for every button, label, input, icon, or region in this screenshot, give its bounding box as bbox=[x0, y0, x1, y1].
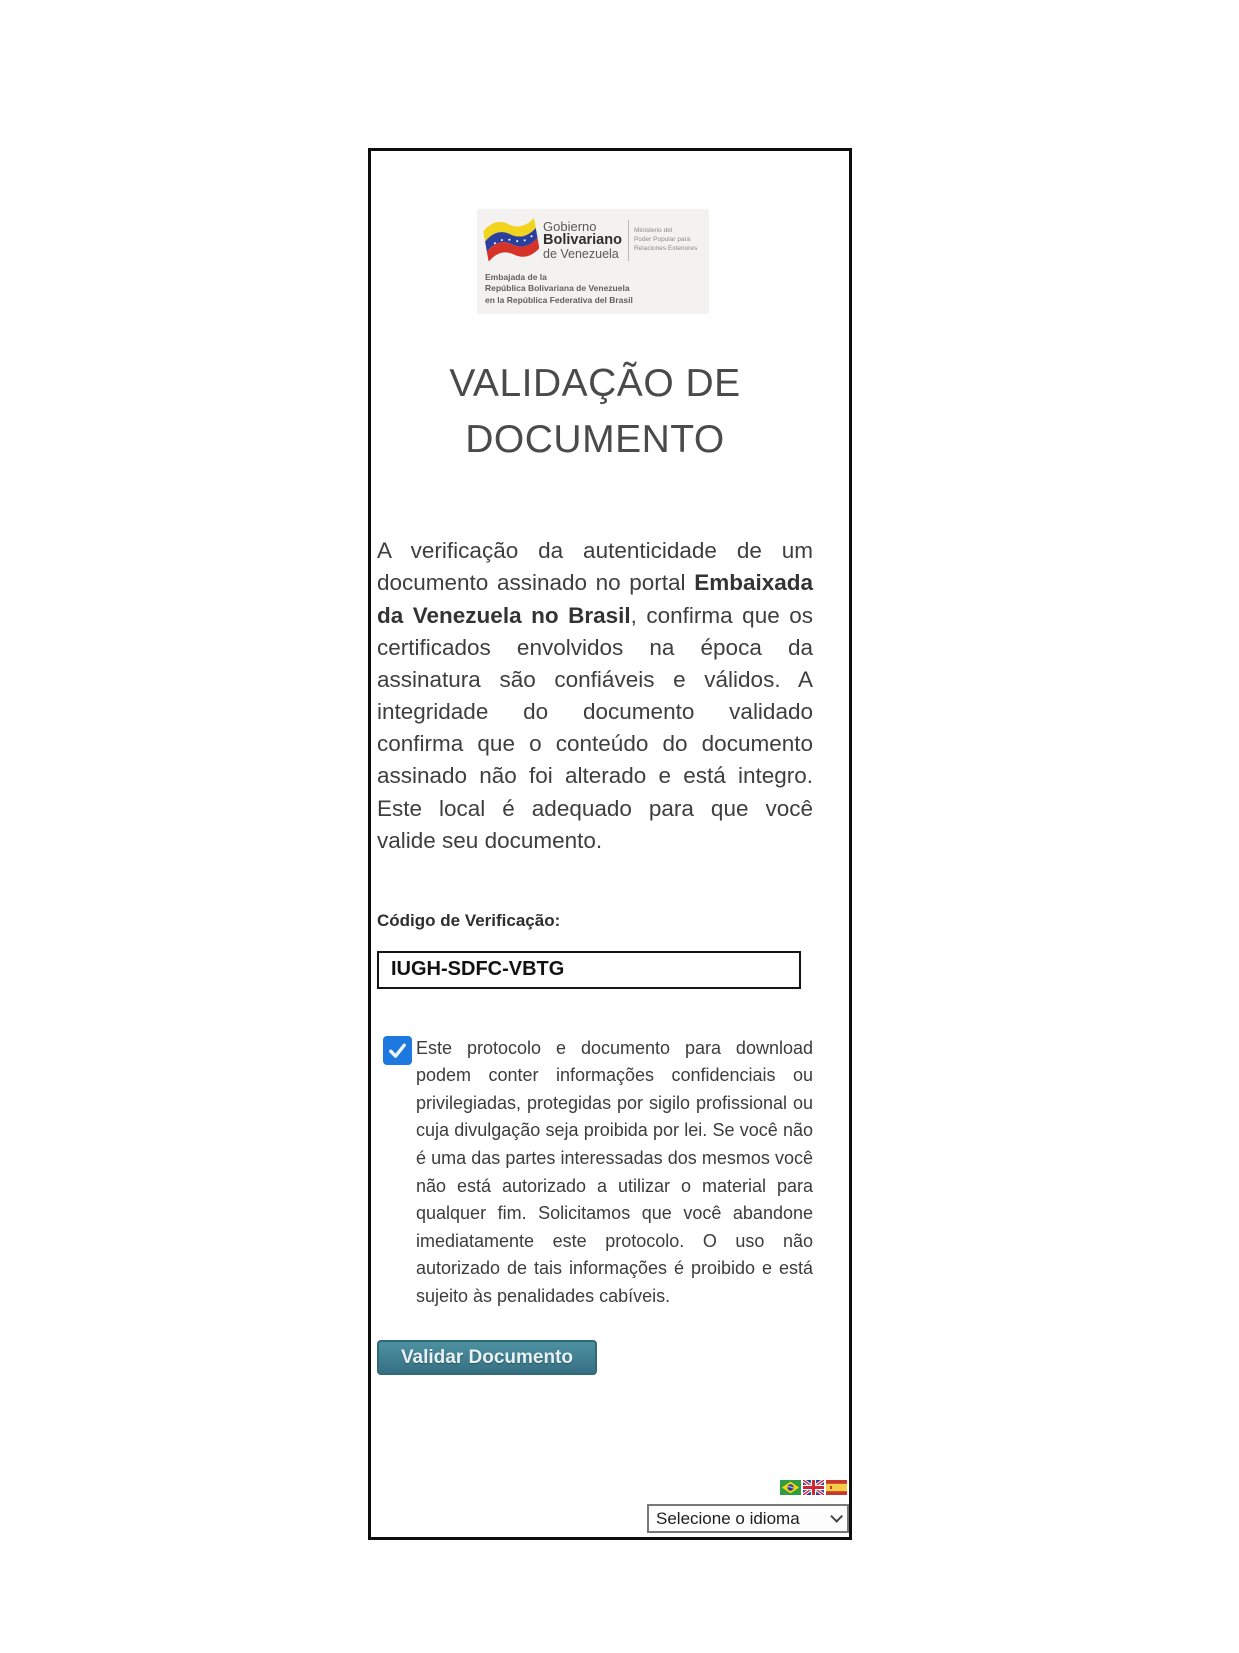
disclaimer-text: Este protocolo e documento para download podem conter informações confidenciais ou privilegiadas, protegidas por sigilo profissional ou cuja divulgação seja proibida por lei. Se você não é uma das partes interessadas dos mesmos você não está autorizado a utilizar o material para qualquer fim. Solicitamos que você abandone imediatamente este protocolo. O uso não autorizado de tais informações é proibido e está sujeito às penalidades cabíveis. bbox=[416, 1037, 813, 1306]
ministry-line: Relaciones Exteriores bbox=[633, 244, 698, 252]
gov-line: Gobierno bbox=[543, 218, 597, 234]
page-title bbox=[377, 356, 813, 467]
verification-code-input[interactable]: IUGH-SDFC-VBTG bbox=[377, 951, 801, 989]
checkmark-icon bbox=[387, 1040, 408, 1061]
venezuela-flag-icon bbox=[483, 215, 539, 266]
page-title-line: DOCUMENTO bbox=[465, 417, 725, 461]
portal-name: Embaixada da Venezuela no Brasil bbox=[377, 570, 813, 628]
ministry-line: Ministerio del bbox=[633, 227, 673, 235]
ministry-text bbox=[629, 227, 697, 253]
language-footer bbox=[647, 1480, 849, 1533]
gov-line: Bolivariano bbox=[543, 232, 622, 249]
gov-line: de Venezuela bbox=[543, 247, 619, 262]
language-select-label: Selecione o idioma bbox=[656, 1508, 800, 1528]
intro-text: , confirma que os certificados envolvidos na época da assinatura são confiáveis e válidos. A integridade do documento validado confirma que o conteúdo do documento assinado não foi alterado e está integro. Este local é adequado para que você valide seu documento. bbox=[377, 602, 813, 853]
spain-flag-icon[interactable] bbox=[826, 1480, 847, 1495]
chevron-down-icon bbox=[830, 1510, 843, 1523]
verification-code-label: Código de Verificação: bbox=[377, 910, 561, 930]
intro-paragraph bbox=[377, 535, 813, 857]
ministry-line: Poder Popular para bbox=[633, 236, 691, 244]
page-title-line: VALIDAÇÃO DE bbox=[449, 362, 741, 406]
intro-text: A verificação da autenticidade de um documento assinado no portal bbox=[377, 538, 813, 596]
language-flags bbox=[780, 1480, 847, 1495]
confidentiality-checkbox[interactable] bbox=[383, 1036, 412, 1065]
brazil-flag-icon[interactable] bbox=[780, 1480, 801, 1495]
validation-card bbox=[368, 148, 852, 1540]
language-select[interactable] bbox=[647, 1504, 849, 1533]
disclaimer-section bbox=[377, 1035, 813, 1310]
government-wordmark bbox=[543, 220, 629, 262]
embassy-line: República Bolivariana de Venezuela bbox=[485, 283, 630, 294]
validate-button[interactable]: Validar Documento bbox=[377, 1340, 597, 1375]
embassy-line: Embajada de la bbox=[485, 272, 547, 282]
embassy-text bbox=[483, 272, 701, 306]
uk-flag-icon[interactable] bbox=[803, 1480, 824, 1495]
embassy-logo bbox=[477, 209, 709, 314]
embassy-line: en la República Federativa del Brasil bbox=[485, 294, 633, 305]
